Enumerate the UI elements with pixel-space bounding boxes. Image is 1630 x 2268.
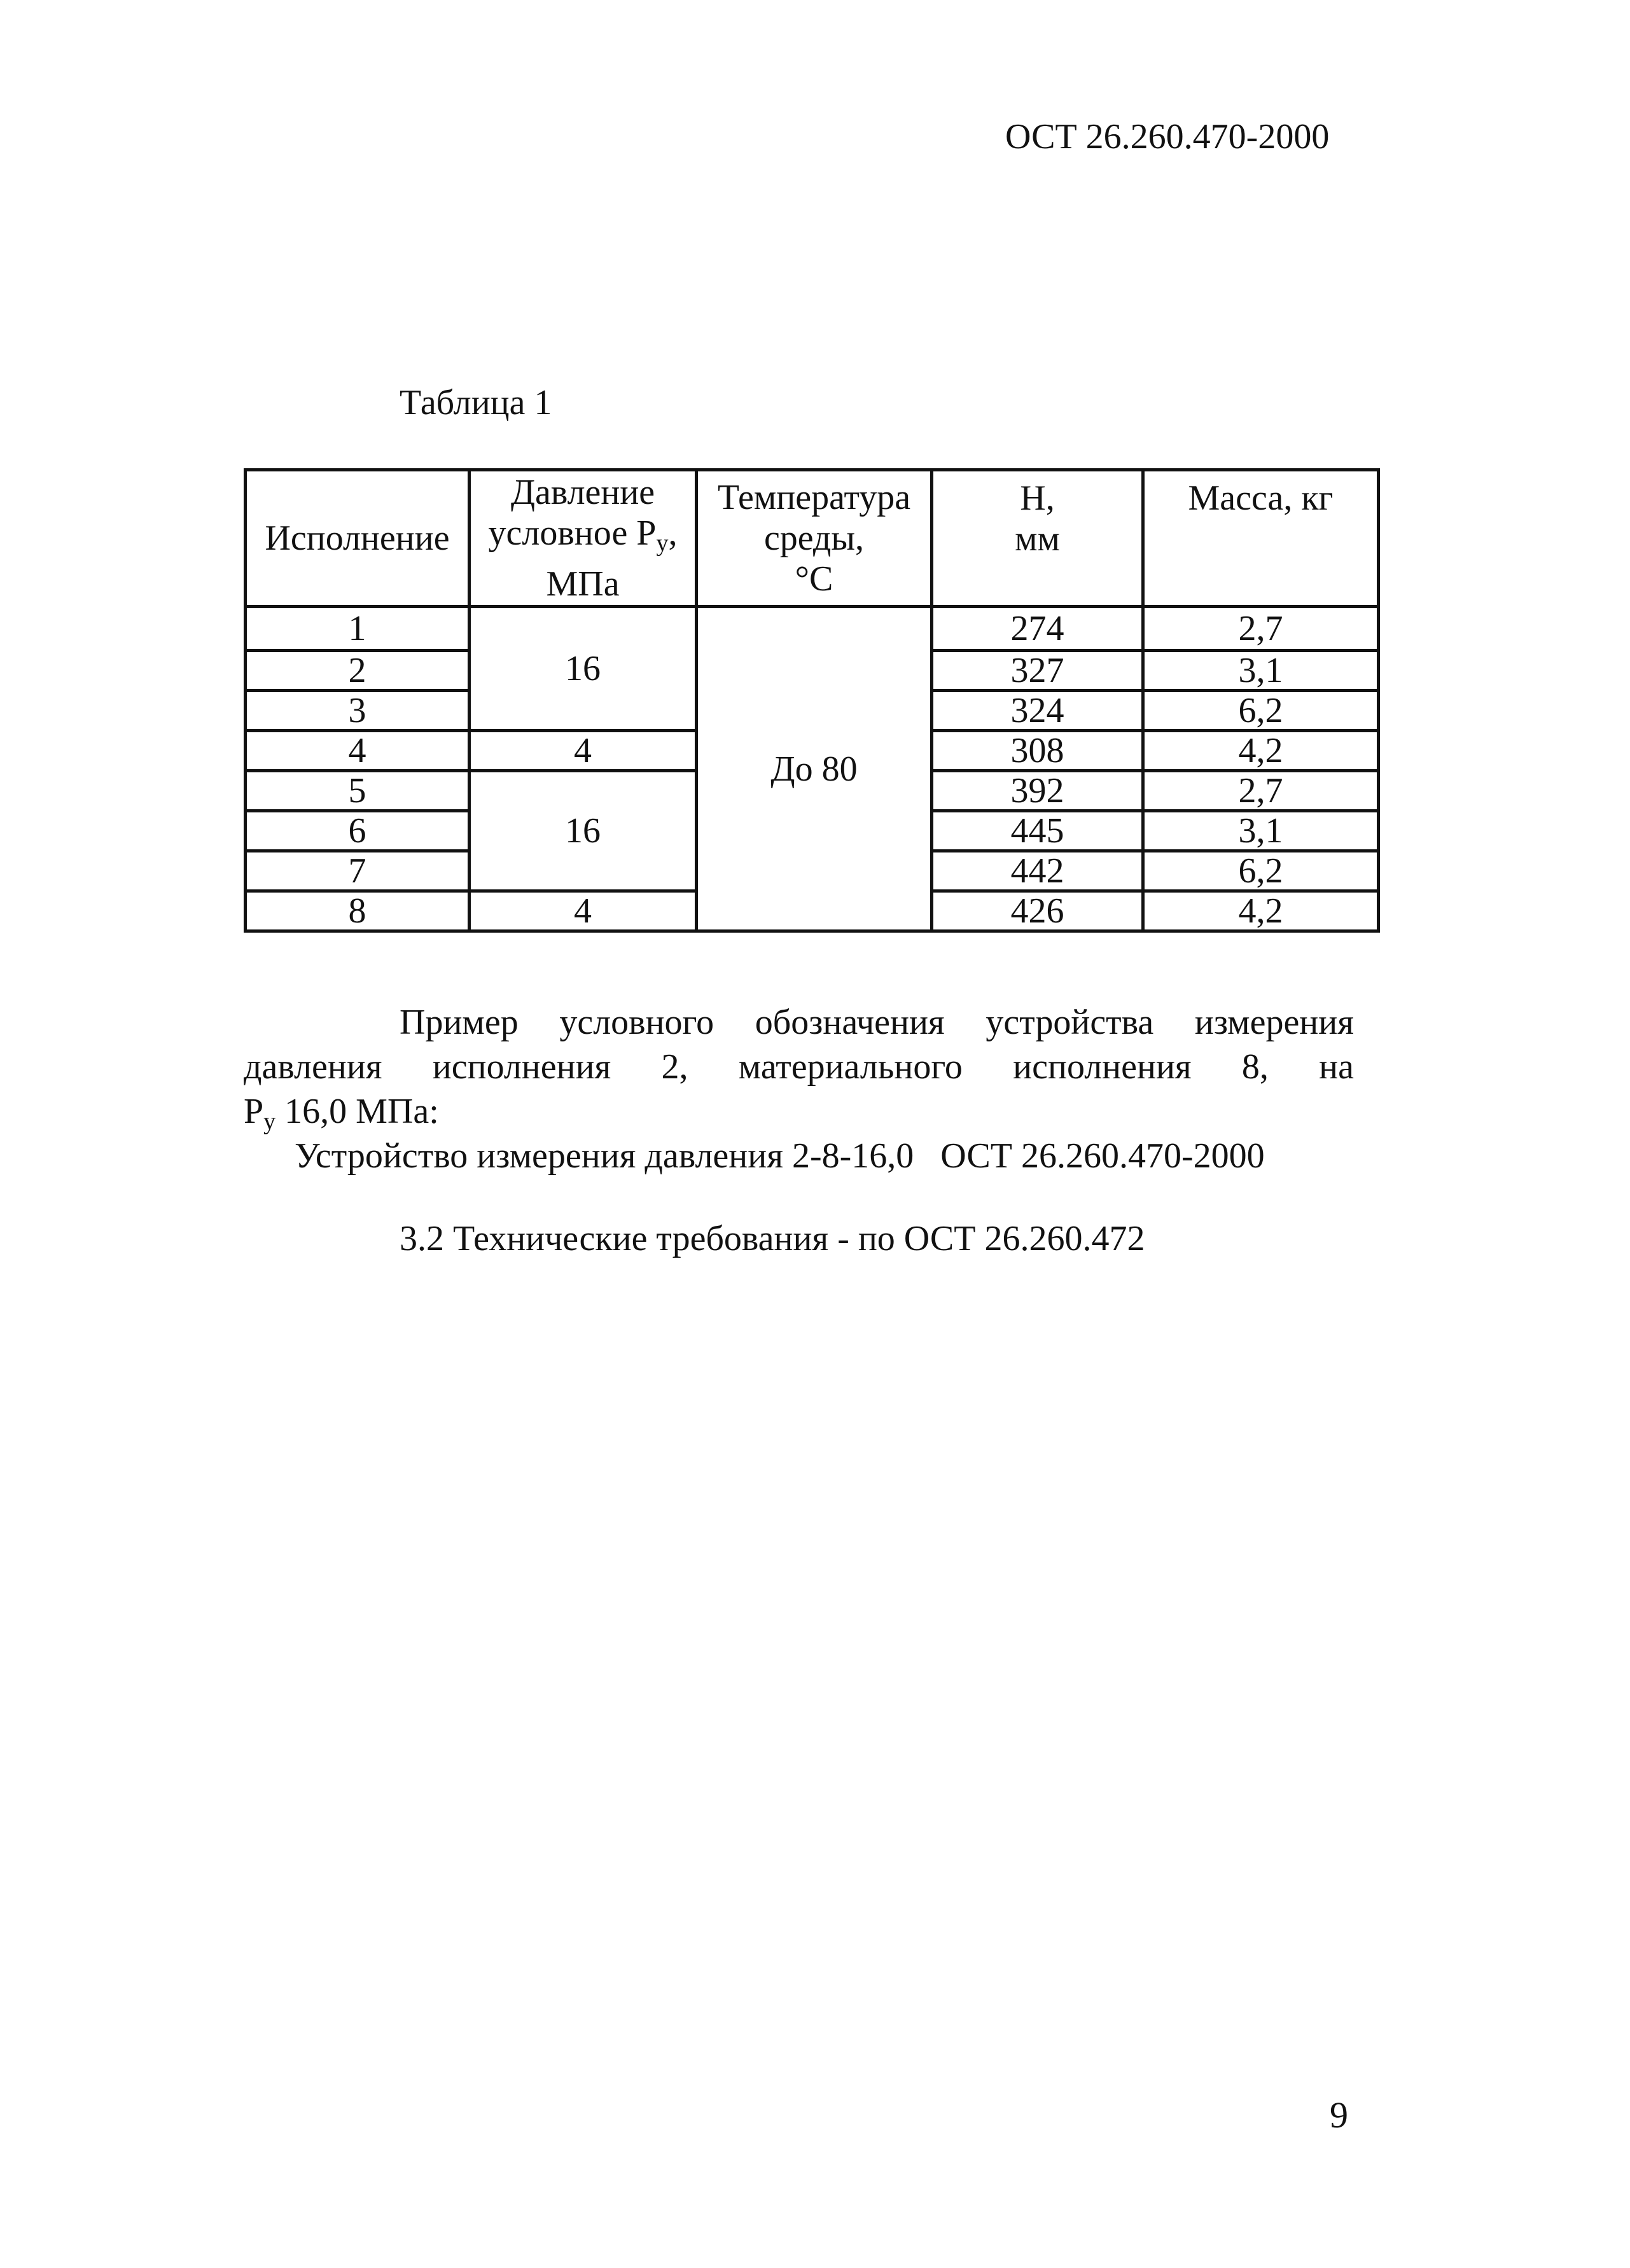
header-pressure-subscript: у bbox=[656, 530, 669, 557]
pressure-subscript: у bbox=[263, 1108, 276, 1135]
cell-mass: 6,2 bbox=[1143, 851, 1379, 891]
cell-pressure: 16 bbox=[470, 771, 697, 891]
paragraph-word: 8, bbox=[1241, 1047, 1269, 1087]
pressure-value: 16,0 МПа: bbox=[275, 1092, 439, 1131]
header-pressure-comma: , bbox=[668, 513, 678, 553]
header-temperature bbox=[697, 470, 932, 607]
spec-table bbox=[244, 468, 1380, 933]
designation-example: Устройство измерения давления 2-8-16,0 ОСТ 26.260.470-2000 bbox=[295, 1136, 1265, 1176]
cell-mass: 2,7 bbox=[1143, 607, 1379, 651]
paragraph-word: обозначения bbox=[755, 1003, 945, 1042]
header-pressure-unit: МПа bbox=[546, 564, 620, 604]
cell-height: 274 bbox=[932, 607, 1143, 651]
paragraph-word: измерения bbox=[1194, 1003, 1354, 1042]
cell-variant: 2 bbox=[246, 651, 470, 691]
cell-variant: 6 bbox=[246, 811, 470, 851]
header-mass bbox=[1143, 470, 1379, 607]
paragraph-word: исполнения bbox=[1013, 1047, 1192, 1087]
header-height bbox=[932, 470, 1143, 607]
header-variant bbox=[246, 470, 470, 607]
cell-variant: 8 bbox=[246, 891, 470, 931]
cell-height: 308 bbox=[932, 731, 1143, 771]
pressure-symbol: P bbox=[244, 1092, 264, 1131]
table-header-row bbox=[246, 470, 1379, 607]
cell-mass: 6,2 bbox=[1143, 691, 1379, 731]
paragraph-word: устройства bbox=[986, 1003, 1154, 1042]
cell-variant: 5 bbox=[246, 771, 470, 811]
paragraph-line-2 bbox=[244, 1045, 1354, 1089]
cell-mass: 3,1 bbox=[1143, 811, 1379, 851]
paragraph-word: давления bbox=[244, 1047, 382, 1087]
cell-height: 392 bbox=[932, 771, 1143, 811]
cell-mass: 4,2 bbox=[1143, 731, 1379, 771]
header-height-unit: мм bbox=[1015, 519, 1060, 559]
paragraph-line-1 bbox=[244, 1000, 1354, 1045]
document-code: ОСТ 26.260.470-2000 bbox=[1005, 117, 1330, 157]
section-heading: 3.2 Технические требования - по ОСТ 26.260.472 bbox=[400, 1219, 1145, 1258]
cell-height: 426 bbox=[932, 891, 1143, 931]
cell-height: 327 bbox=[932, 651, 1143, 691]
paragraph-word: исполнения bbox=[432, 1047, 611, 1087]
designation-example-paragraph bbox=[244, 1000, 1354, 1144]
cell-variant: 7 bbox=[246, 851, 470, 891]
cell-pressure: 4 bbox=[470, 731, 697, 771]
cell-pressure: 16 bbox=[470, 607, 697, 731]
cell-mass: 2,7 bbox=[1143, 771, 1379, 811]
header-pressure-line2: условное P bbox=[488, 513, 657, 553]
page-number: 9 bbox=[1330, 2094, 1348, 2136]
header-pressure bbox=[470, 470, 697, 607]
cell-height: 445 bbox=[932, 811, 1143, 851]
header-mass-label: Масса, кг bbox=[1188, 478, 1334, 518]
paragraph-word: на bbox=[1319, 1047, 1354, 1087]
paragraph-word: Пример bbox=[400, 1003, 519, 1042]
cell-pressure: 4 bbox=[470, 891, 697, 931]
header-temperature-line2: среды, bbox=[763, 518, 865, 558]
paragraph-word: 2, bbox=[661, 1047, 688, 1087]
cell-temperature: До 80 bbox=[697, 607, 932, 931]
paragraph-word: условного bbox=[559, 1003, 714, 1042]
cell-variant: 1 bbox=[246, 607, 470, 651]
header-temperature-unit: °C bbox=[795, 559, 833, 599]
cell-variant: 3 bbox=[246, 691, 470, 731]
paragraph-word: материального bbox=[738, 1047, 963, 1087]
cell-mass: 3,1 bbox=[1143, 651, 1379, 691]
header-height-line1: H, bbox=[1020, 478, 1055, 518]
cell-variant: 4 bbox=[246, 731, 470, 771]
cell-mass: 4,2 bbox=[1143, 891, 1379, 931]
header-pressure-line1: Давление bbox=[510, 473, 655, 512]
header-temperature-line1: Температура bbox=[717, 478, 911, 517]
header-variant-label: Исполнение bbox=[265, 518, 450, 558]
table-row bbox=[246, 607, 1379, 651]
table-caption: Таблица 1 bbox=[400, 383, 552, 422]
cell-height: 442 bbox=[932, 851, 1143, 891]
cell-height: 324 bbox=[932, 691, 1143, 731]
